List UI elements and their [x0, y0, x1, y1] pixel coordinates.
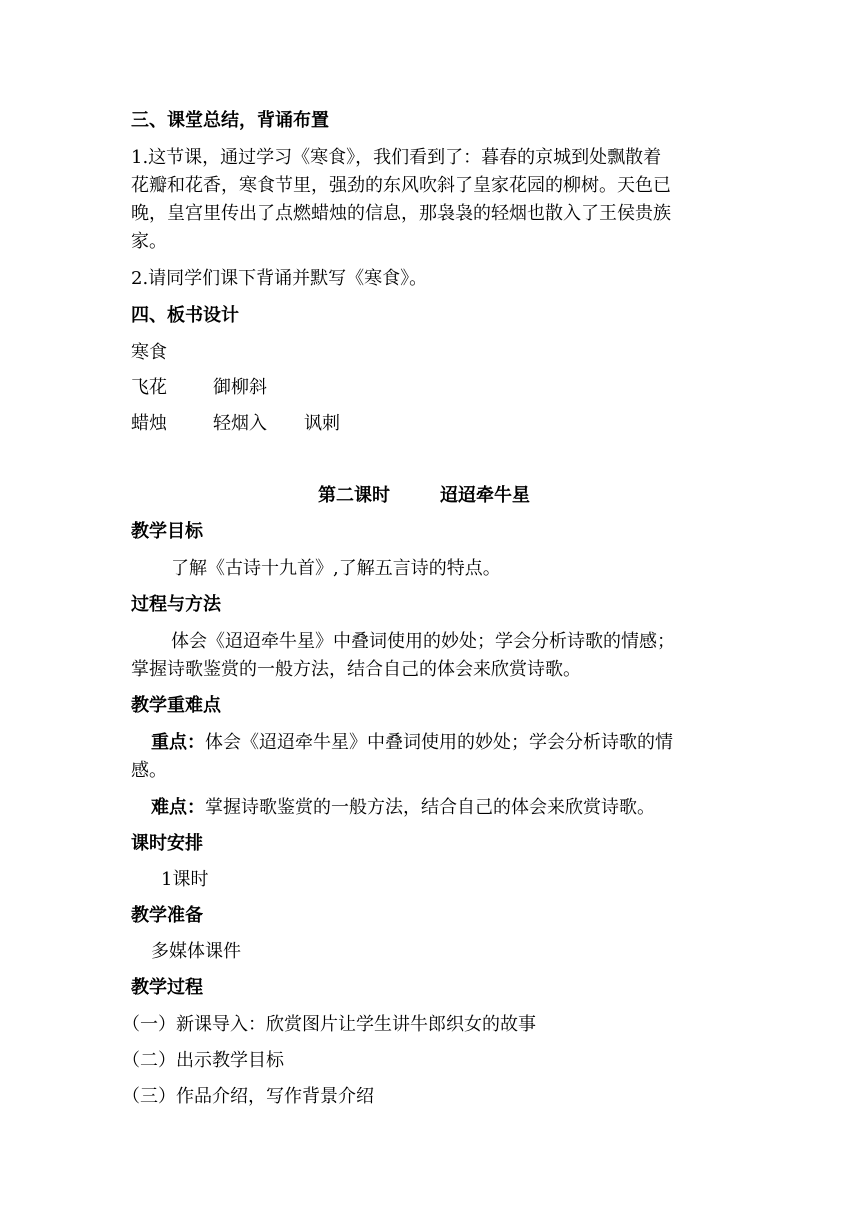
lesson-title-part: 第二课时 [318, 485, 390, 506]
paragraph-line: 多媒体课件 [151, 941, 241, 962]
board-cell: 蜡烛 [131, 413, 167, 434]
paragraph-line: 掌握诗歌鉴赏的一般方法，结合自己的体会来欣赏诗歌。 [131, 659, 581, 680]
paragraph-line: 2.请同学们课下背诵并默写《寒食》。 [131, 268, 428, 289]
paragraph-line: 体会《迢迢牵牛星》中叠词使用的妙处；学会分析诗歌的情感； [171, 631, 675, 652]
paragraph-line: 1课时 [161, 869, 209, 890]
paragraph-line: 感。 [131, 760, 167, 781]
key-label: 重点： [151, 732, 205, 753]
section-heading: 三、课堂总结，背诵布置 [131, 110, 329, 131]
subsection-heading: 课时安排 [131, 833, 203, 854]
lesson-title-part: 迢迢牵牛星 [440, 485, 530, 506]
paragraph-line [151, 731, 751, 755]
board-title: 寒食 [131, 342, 167, 363]
board-cell: 飞花 [131, 377, 167, 398]
board-cell: 轻烟入 [213, 413, 267, 434]
paragraph-line: 了解《古诗十九首》,了解五言诗的特点。 [171, 558, 501, 579]
paragraph-line [151, 796, 751, 820]
board-row [131, 412, 731, 436]
paragraph-line: 1.这节课，通过学习《寒食》，我们看到了：暮春的京城到处飘散着 [131, 147, 662, 168]
paragraph-line: 花瓣和花香，寒食节里，强劲的东风吹斜了皇家花园的柳树。天色已 [131, 175, 671, 196]
subsection-heading: 教学准备 [131, 905, 203, 926]
paragraph-line: 家。 [131, 231, 167, 252]
list-item: （二）出示教学目标 [122, 1050, 284, 1071]
difficult-label: 难点： [151, 797, 205, 818]
subsection-heading: 教学过程 [131, 977, 203, 998]
board-row [131, 376, 731, 400]
paragraph-line: 晚，皇宫里传出了点燃蜡烛的信息，那袅袅的轻烟也散入了王侯贵族 [131, 203, 671, 224]
subsection-heading: 教学目标 [131, 521, 203, 542]
difficult-text: 掌握诗歌鉴赏的一般方法，结合自己的体会来欣赏诗歌。 [205, 797, 655, 818]
section-heading: 四、板书设计 [131, 305, 239, 326]
board-cell: 讽刺 [304, 413, 340, 434]
list-item: （一）新课导入：欣赏图片让学生讲牛郎织女的故事 [122, 1014, 536, 1035]
key-text: 体会《迢迢牵牛星》中叠词使用的妙处；学会分析诗歌的情 [205, 732, 673, 753]
list-item: （三）作品介绍，写作背景介绍 [122, 1086, 374, 1107]
subsection-heading: 教学重难点 [131, 695, 221, 716]
board-cell: 御柳斜 [213, 377, 267, 398]
lesson-title [318, 484, 618, 508]
subsection-heading: 过程与方法 [131, 594, 221, 615]
